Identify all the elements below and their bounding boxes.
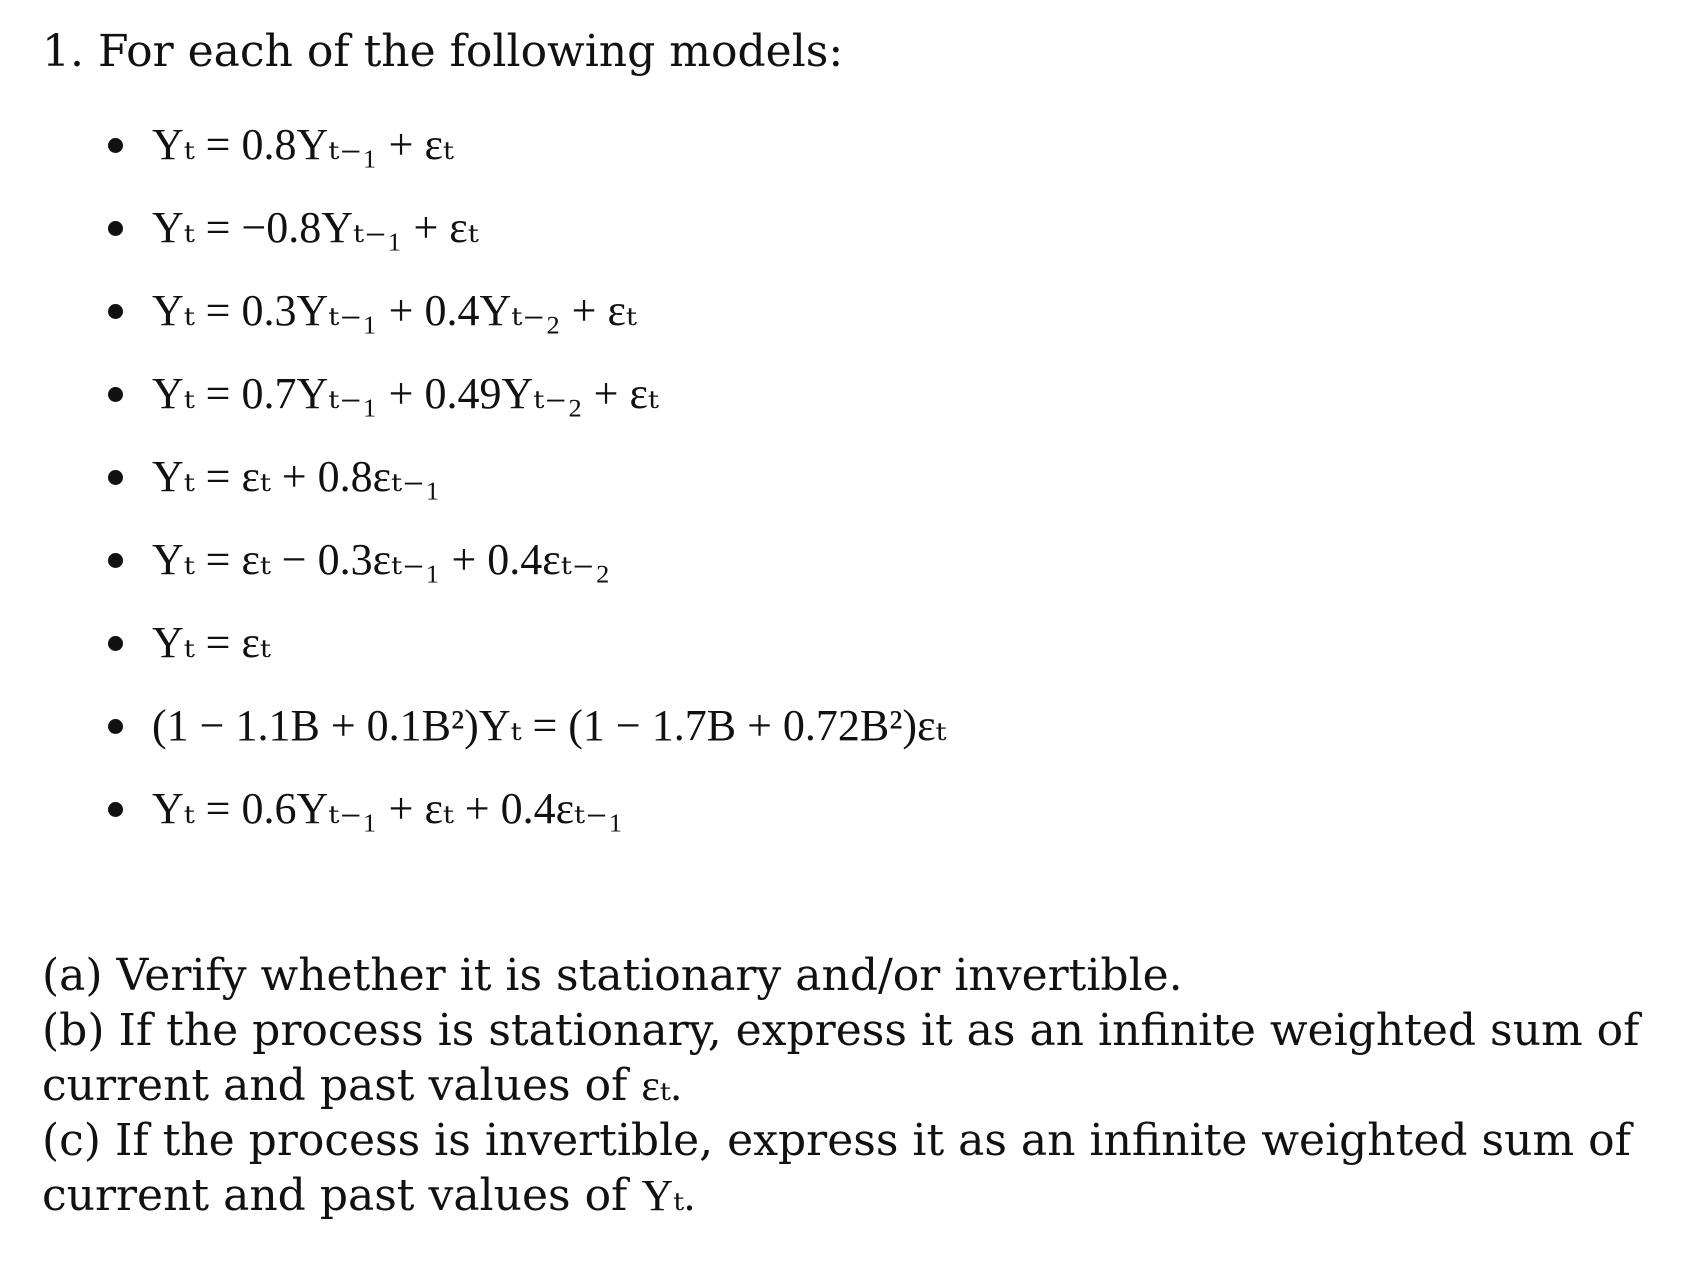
model-equation: Yₜ = −0.8Yₜ₋₁ + εₜ: [152, 203, 479, 252]
model-equation: Yₜ = 0.6Yₜ₋₁ + εₜ + 0.4εₜ₋₁: [152, 784, 624, 833]
bullet-icon: [108, 802, 123, 817]
task-text: (b) If the process is stationary, express it as an infinite weighted sum of current and past values of: [42, 1005, 1640, 1111]
task-text: (a) Verify whether it is stationary and/or invertible.: [42, 950, 1183, 1001]
task-text: (c) If the process is invertible, express it as an infinite weighted sum of current and past values of: [42, 1115, 1631, 1221]
task-math: Yₜ.: [641, 1171, 695, 1220]
task-b: [42, 1003, 1677, 1113]
model-equation: Yₜ = 0.8Yₜ₋₁ + εₜ: [152, 120, 454, 169]
task-math: εₜ.: [641, 1061, 682, 1110]
bullet-icon: [108, 304, 123, 319]
model-equation: Yₜ = εₜ + 0.8εₜ₋₁: [152, 452, 441, 501]
model-equation: Yₜ = 0.7Yₜ₋₁ + 0.49Yₜ₋₂ + εₜ: [152, 369, 659, 418]
model-equation: Yₜ = 0.3Yₜ₋₁ + 0.4Yₜ₋₂ + εₜ: [152, 286, 637, 335]
bullet-icon: [108, 553, 123, 568]
model-equation: Yₜ = εₜ − 0.3εₜ₋₁ + 0.4εₜ₋₂: [152, 535, 611, 584]
task-a: [42, 948, 1677, 1003]
bullet-icon: [108, 387, 123, 402]
model-equation: (1 − 1.1B + 0.1B²)Yₜ = (1 − 1.7B + 0.72B²)εₜ: [152, 701, 947, 750]
bullet-icon: [108, 221, 123, 236]
bullet-icon: [108, 636, 123, 651]
bullet-icon: [108, 470, 123, 485]
task-c: [42, 1113, 1677, 1223]
bullet-icon: [108, 719, 123, 734]
bullet-icon: [108, 138, 123, 153]
task-list: [42, 948, 1677, 1223]
problem-heading: 1. For each of the following models:: [42, 26, 844, 77]
model-equation: Yₜ = εₜ: [152, 618, 271, 667]
